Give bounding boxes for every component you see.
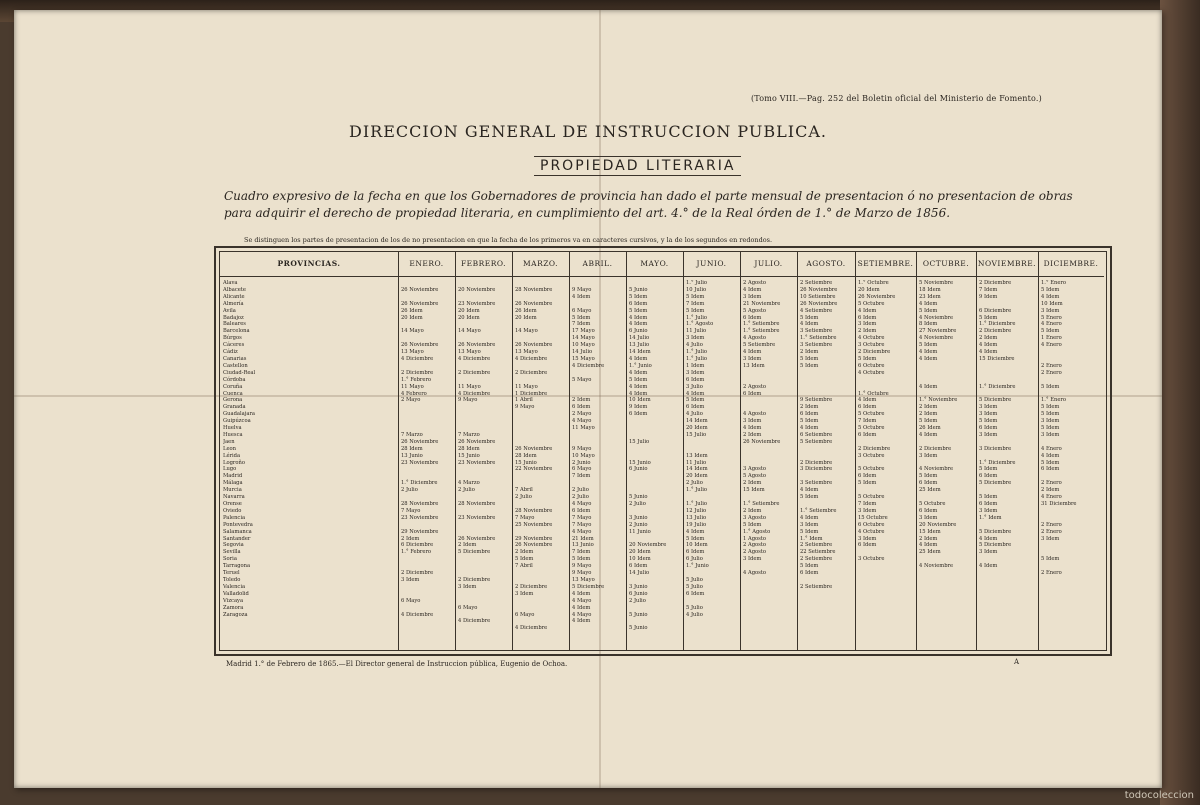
- cells-setiembre: 1.° Octubre 20 Idem 26 Noviembre 5 Octubre 4 Idem 6 Idem 3 Idem 2 Idem 4 Octubre 3 Octubre 2 Diciembre 5 Idem 6 Octubre 4 Octubre 1.° Octubre 4 Idem 6 Idem 5 Octubre 7 Idem 5 Octubre 6 Idem 2 Diciembre 3 Octubre 5 Octubre 6 Idem 5 Idem 5 Octubre 7 Idem 3 Idem 15 Octubre 6 Octubre 4 Octubre 3 Idem 6 Idem 3 Octubre: [858, 280, 896, 563]
- column-octubre: [916, 252, 977, 650]
- document-description: Cuadro expresivo de la fecha en que los Gobernadores de provincia han dado el parte mensual de presentacion ó no presentacion de obras para adquirir el derecho de propiedad literaria, en cumplimiento del art. 4.° de la Real órden de 1.° de Marzo de 1856.: [224, 189, 1073, 220]
- cells-marzo: 28 Noviembre 26 Noviembre 26 Idem 20 Idem 14 Mayo 26 Noviembre 13 Mayo 4 Diciembre 2 Diciembre 11 Mayo 1 Diciembre 1 Abril 9 Mayo 26 Noviembre 28 Idem 15 Junio 22 Noviembre 7 Abril 2 Julio 28 Noviembre 7 Mayo 25 Noviembre 29 Noviembre 26 Noviembre 2 Idem 5 Idem 7 Abril 2 Diciembre 3 Idem 6 Mayo 4 Diciembre: [515, 286, 553, 632]
- column-diciembre: [1038, 252, 1104, 650]
- cells-abril: 9 Mayo 4 Idem 6 Mayo 5 Idem 7 Idem 17 Mayo 14 Mayo 10 Mayo 14 Julio 15 Mayo 4 Diciembre 5 Mayo 2 Idem 6 Idem 2 Mayo 4 Mayo 11 Mayo 9 Mayo 10 Mayo 2 Junio 6 Mayo 7 Idem 2 Julio 2 Julio 4 Mayo 6 Idem 7 Mayo 7 Mayo 4 Mayo 21 Idem 13 Junio 7 Idem 5 Idem 9 Mayo 9 Mayo 13 Mayo 5 Diciembre 4 Idem 4 Mayo 4 Idem 4 Mayo 4 Idem: [572, 286, 605, 625]
- header-julio: JULIO.: [740, 252, 797, 277]
- header-mayo: MAYO.: [626, 252, 683, 277]
- cells-junio: 1.° Julio 10 Julio 5 Idem 7 Idem 5 Idem 1.° Julio 1.° Agosto 11 Julio 3 Idem 4 Julio 1.° Julio 1.° Julio 1 Idem 3 Idem 6 Idem 3 Julio 4 Idem 5 Idem 6 Idem 4 Julio 14 Idem 20 Idem 15 Julio 13 Idem 11 Julio 14 Idem 20 Idem 2 Julio 1.° Julio 1.° Julio 12 Julio 13 Julio 19 Julio 4 Idem 5 Idem 10 Idem 6 Idem 6 Julio 1.° Junio 5 Julio 5 Julio 6 Idem 5 Julio 4 Julio: [686, 280, 714, 618]
- header-agosto: AGOSTO.: [797, 252, 855, 277]
- header-abril: ABRIL.: [569, 252, 626, 277]
- cells-noviembre: 2 Diciembre 7 Idem 9 Idem 6 Diciembre 5 Idem 1.° Diciembre 2 Diciembre 2 Idem 4 Idem 4 Idem 15 Diciembre 1.° Diciembre 5 Diciembre 3 Idem 3 Idem 5 Idem 6 Idem 3 Idem 3 Diciembre 1.° Diciembre 5 Idem 6 Idem 5 Diciembre 5 Idem 6 Idem 3 Idem 1.° Idem 5 Diciembre 4 Idem 5 Diciembre 3 Idem 4 Idem: [979, 280, 1016, 570]
- header-setiembre: SETIEMBRE.: [855, 252, 916, 277]
- document-subtitle: PROPIEDAD LITERARIA: [534, 156, 741, 176]
- volume-reference: (Tomo VIII.—Pag. 252 del Boletin oficial del Ministerio de Fomento.): [750, 94, 1042, 103]
- cells-mayo: 5 Junio 5 Idem 6 Idem 5 Idem 4 Idem 4 Idem 6 Junio 14 Julio 13 Julio 14 Idem 4 Idem 1.° Junio 4 Idem 5 Idem 4 Idem 4 Idem 10 Idem 9 Idem 6 Idem 15 Julio 15 Junio 6 Junio 5 Junio 2 Julio 3 Junio 2 Junio 11 Junio 20 Noviembre 20 Idem 10 Idem 6 Idem 14 Julio 3 Junio 6 Junio 2 Julio 5 Junio 5 Junio: [629, 286, 667, 632]
- column-julio: [740, 252, 798, 650]
- column-enero: [398, 252, 456, 650]
- typography-note: Se distinguen los partes de presentacion de los de no presentacion en que la fecha de los primeros va en caracteres cursivos, y la de los segundos en redondos.: [244, 236, 773, 244]
- sheet-mark: A: [1014, 658, 1020, 666]
- header-octubre: OCTUBRE.: [916, 252, 976, 277]
- header-diciembre: DICIEMBRE.: [1038, 252, 1104, 277]
- cells-enero: 26 Noviembre 26 Noviembre 26 Idem 20 Idem 14 Mayo 26 Noviembre 13 Mayo 4 Diciembre 2 Diciembre 1.° Febrero 11 Mayo 4 Febrero 2 Mayo 7 Marzo 26 Noviembre 28 Idem 13 Junio 23 Noviembre 1.° Diciembre 2 Julio 28 Noviembre 7 Mayo 23 Noviembre 29 Noviembre 2 Idem 6 Diciembre 1.° Febrero 2 Diciembre 3 Idem 6 Mayo 4 Diciembre: [401, 286, 439, 618]
- header-provincias: PROVINCIAS.: [220, 252, 398, 277]
- column-setiembre: [855, 252, 917, 650]
- header-febrero: FEBRERO.: [455, 252, 512, 277]
- column-junio: [683, 252, 741, 650]
- column-agosto: [797, 252, 856, 650]
- column-noviembre: [976, 252, 1039, 650]
- column-abril: [569, 252, 627, 650]
- header-enero: ENERO.: [398, 252, 455, 277]
- column-mayo: [626, 252, 684, 650]
- column-provincias: [220, 252, 399, 650]
- data-table: [214, 246, 1112, 656]
- cells-agosto: 2 Setiembre 26 Noviembre 10 Setiembre 26 Noviembre 4 Setiembre 5 Idem 4 Idem 3 Setiembre 1.° Setiembre 3 Setiembre 2 Idem 5 Idem 5 Idem 9 Setiembre 2 Idem 6 Idem 5 Idem 4 Idem 6 Setiembre 5 Setiembre 2 Diciembre 3 Diciembre 3 Setiembre 4 Idem 5 Idem 1.° Setiembre 4 Idem 3 Idem 5 Idem 1.° Idem 2 Setiembre 22 Setiembre 2 Setiembre 5 Idem 6 Idem 2 Setiembre: [800, 280, 838, 590]
- table-inner-frame: [219, 251, 1107, 651]
- cells-febrero: 20 Noviembre 23 Noviembre 20 Idem 20 Idem 14 Mayo 26 Noviembre 13 Mayo 4 Diciembre 2 Diciembre 11 Mayo 4 Diciembre 9 Mayo 7 Marzo 26 Noviembre 28 Idem 15 Junio 23 Noviembre 4 Marzo 2 Julio 28 Noviembre 23 Noviembre 26 Noviembre 2 Idem 5 Diciembre 2 Diciembre 3 Idem 6 Mayo 4 Diciembre: [458, 286, 496, 625]
- cells-julio: 2 Agosto 4 Idem 3 Idem 21 Noviembre 5 Agosto 6 Idem 1.° Setiembre 1.° Setiembre 4 Agosto 5 Setiembre 4 Idem 3 Idem 13 Idem 2 Agosto 6 Idem 4 Agosto 3 Idem 4 Idem 2 Idem 26 Noviembre 3 Agosto 5 Agosto 2 Idem 15 Idem 1.° Setiembre 2 Idem 3 Agosto 5 Idem 1.° Agosto 1 Agosto 2 Agosto 2 Agosto 3 Idem 4 Agosto: [743, 280, 781, 577]
- column-marzo: [512, 252, 570, 650]
- header-marzo: MARZO.: [512, 252, 569, 277]
- document-title: DIRECCION GENERAL DE INSTRUCCION PUBLICA.: [349, 122, 827, 141]
- provinces-list: Alava Albacete Alicante Almería Avila Badajoz Baleares Barcelona Búrgos Cáceres Cádiz Canarias Castellon Ciudad-Real Córdoba Coruña Cuenca Gerona Granada Guadalajara Guipúzcoa Huelva Huesca Jaen Leon Lérida Logroño Lugo Madrid Málaga Murcia Navarra Orense Oviedo Palencia Pontevedra Salamanca Santander Segovia Sevilla Soria Tarragona Teruel Toledo Valencia Valladolid Vizcaya Zamora Zaragoza: [223, 280, 256, 618]
- cells-octubre: 5 Noviembre 18 Idem 23 Idem 4 Idem 5 Idem 4 Noviembre 8 Idem 27 Noviembre 4 Noviembre 5 Idem 4 Idem 4 Idem 4 Idem 1.° Noviembre 2 Idem 2 Idem 5 Idem 26 Idem 4 Idem 2 Diciembre 3 Idem 4 Noviembre 5 Idem 6 Idem 25 Idem 5 Octubre 6 Idem 3 Idem 20 Noviembre 15 Idem 2 Idem 4 Idem 25 Idem 4 Noviembre: [919, 280, 958, 570]
- site-watermark: todocoleccion: [1124, 790, 1194, 801]
- column-febrero: [455, 252, 513, 650]
- background-wood-right: [1160, 0, 1200, 805]
- document-sheet: [14, 10, 1162, 788]
- footer-signature: Madrid 1.° de Febrero de 1865.—El Director general de Instruccion pública, Eugenio de Ochoa.: [226, 660, 568, 668]
- header-junio: JUNIO.: [683, 252, 740, 277]
- cells-diciembre: 1.° Enero 5 Idem 4 Idem 10 Idem 3 Idem 5 Enero 4 Enero 5 Idem 1 Enero 4 Enero 2 Enero 2 Enero 5 Idem 1.° Enero 5 Idem 5 Idem 3 Idem 5 Idem 3 Idem 4 Enero 4 Idem 5 Idem 6 Idem 2 Enero 2 Idem 4 Enero 31 Diciembre 2 Enero 2 Enero 3 Idem 5 Idem 2 Enero: [1041, 280, 1077, 577]
- header-noviembre: NOVIEMBRE.: [976, 252, 1038, 277]
